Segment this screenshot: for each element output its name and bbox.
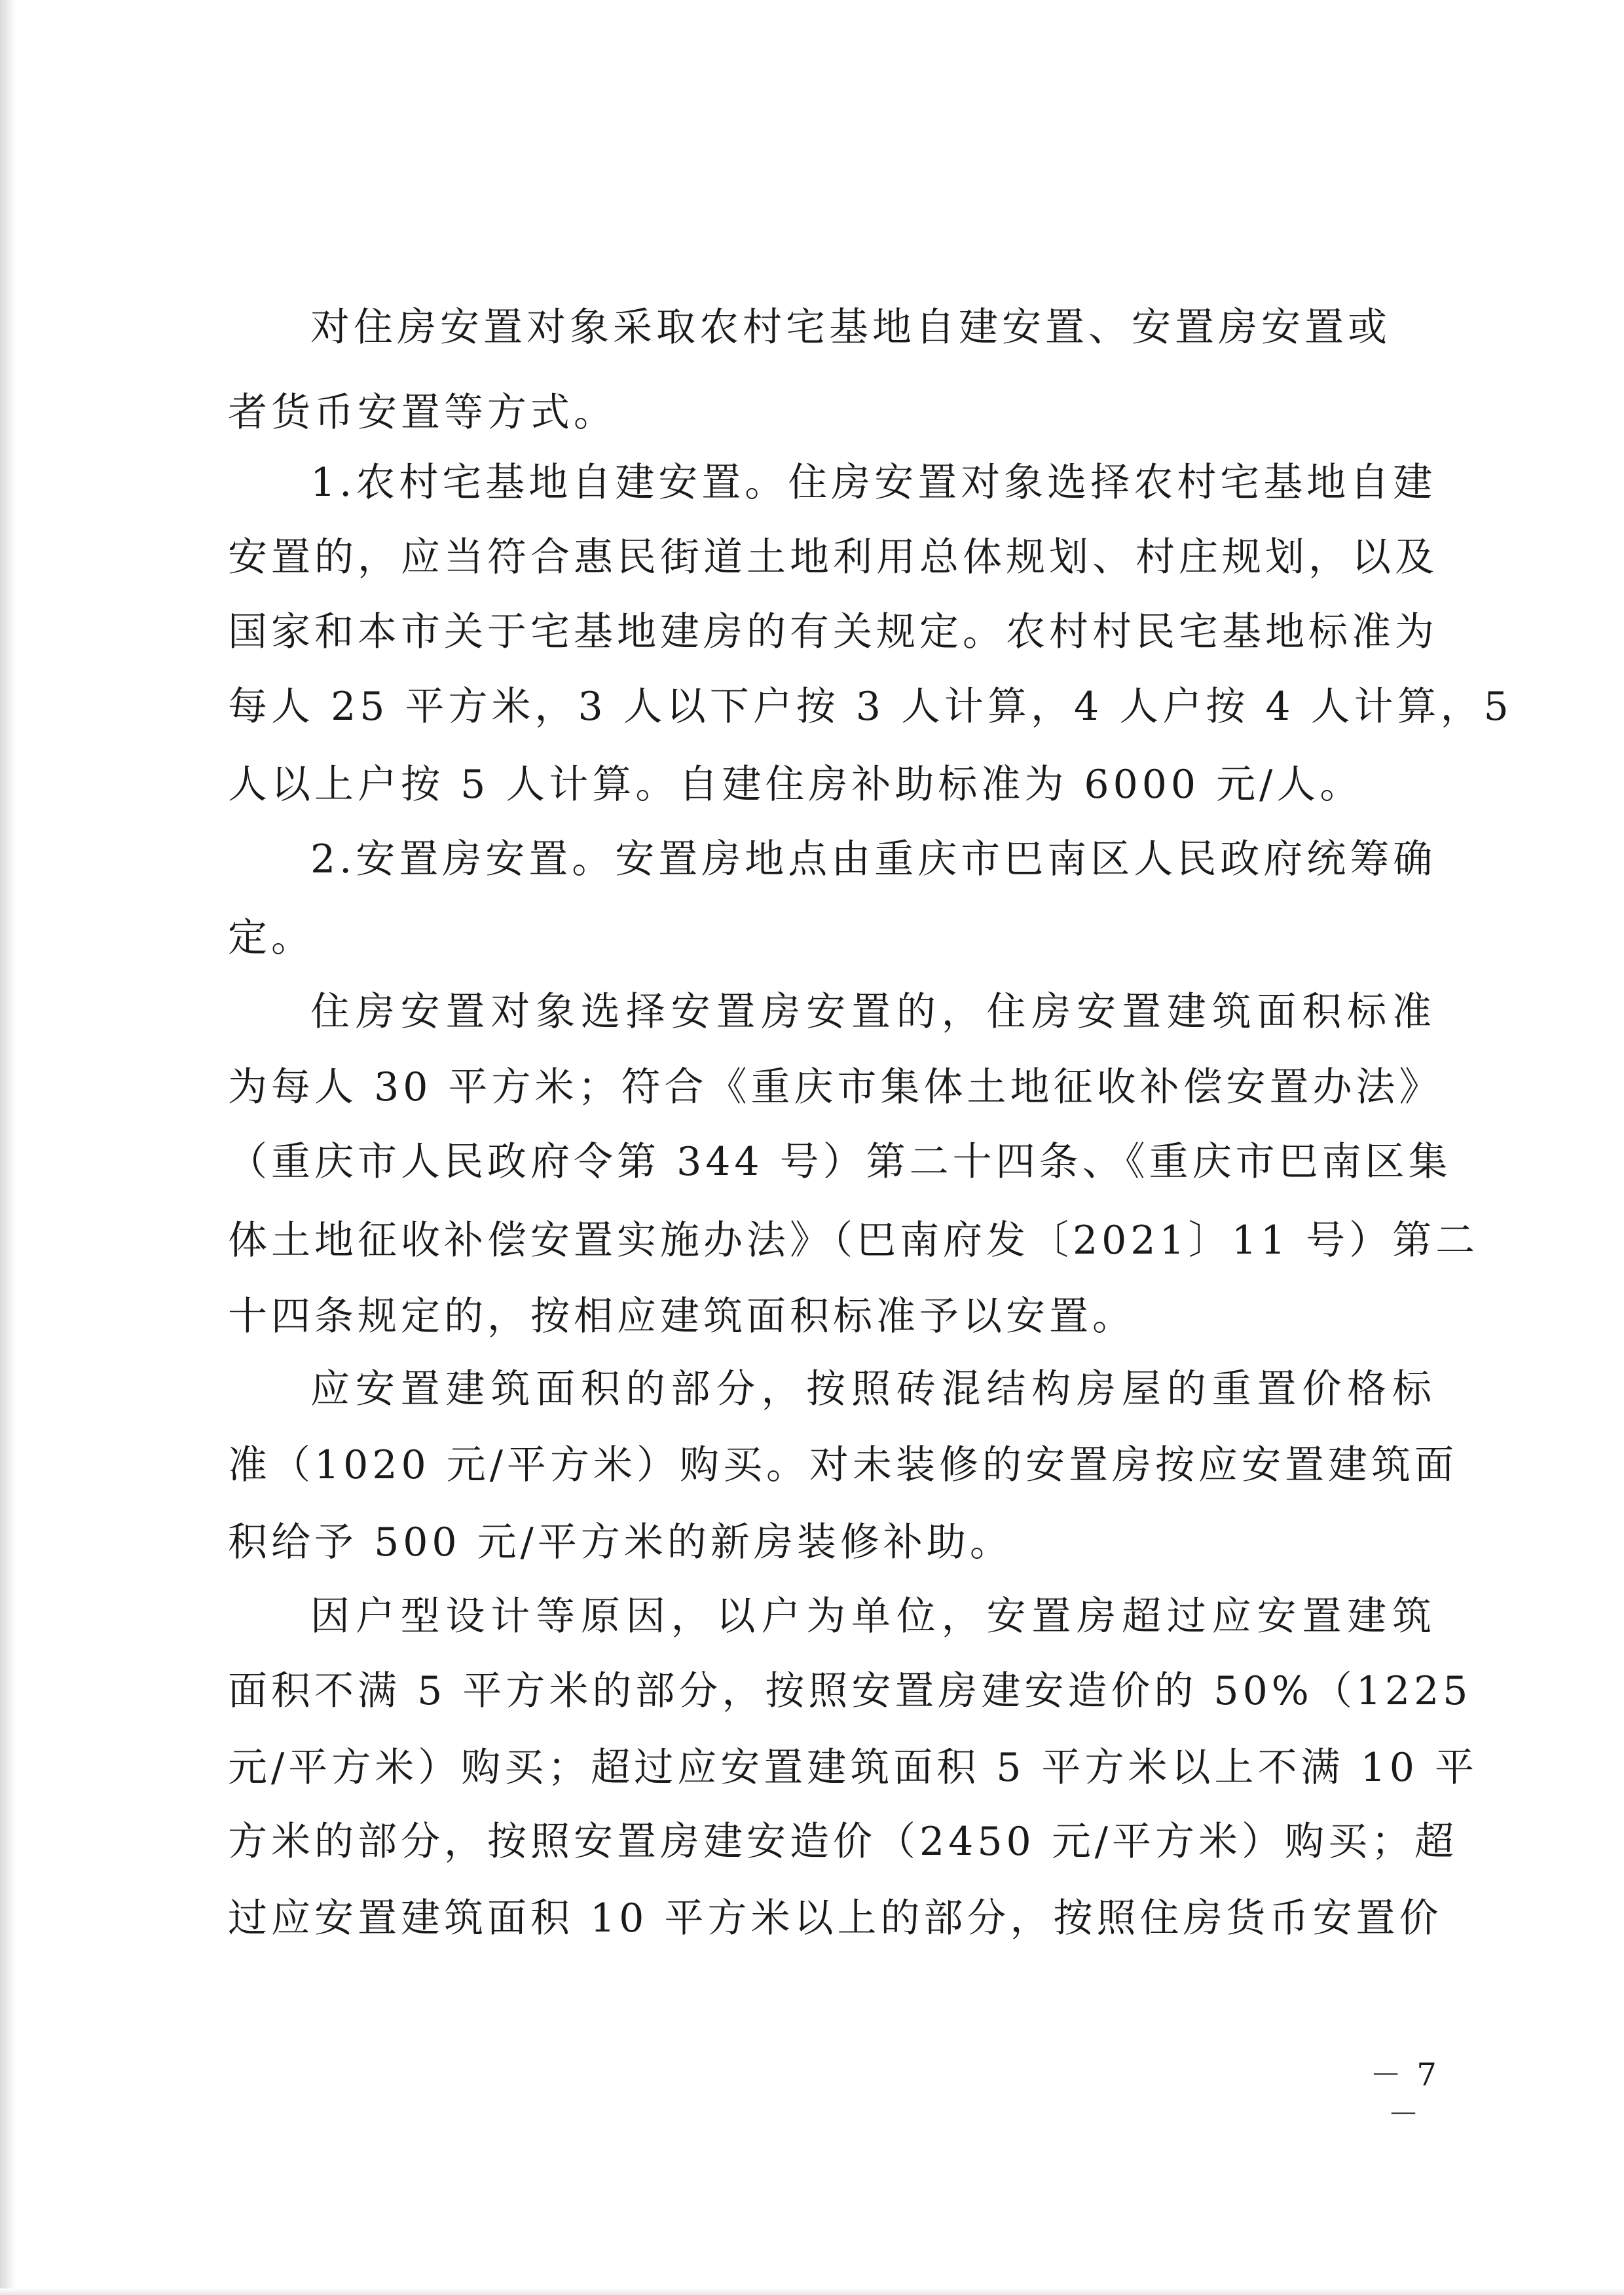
text-line: 安置的，应当符合惠民街道土地利用总体规划、村庄规划，以及 — [228, 534, 1438, 580]
text-line: 人以上户按 5 人计算。自建住房补助标准为 6000 元/人。 — [228, 762, 1363, 808]
text-line: 方米的部分，按照安置房建安造价（2450 元/平方米）购买；超 — [228, 1819, 1458, 1865]
text-line: 1.农村宅基地自建安置。住房安置对象选择农村宅基地自建 — [310, 460, 1437, 506]
text-line: 住房安置对象选择安置房安置的，住房安置建筑面积标准 — [310, 989, 1435, 1035]
scan-shadow-bottom — [0, 2288, 1624, 2295]
text-line: 为每人 30 平方米；符合《重庆市集体土地征收补偿安置办法》 — [228, 1064, 1443, 1110]
text-line: 元/平方米）购买；超过应安置建筑面积 5 平方米以上不满 10 平 — [228, 1745, 1479, 1791]
text-line: 应安置建筑面积的部分，按照砖混结构房屋的重置价格标 — [310, 1366, 1435, 1412]
text-line: 对住房安置对象采取农村宅基地自建安置、安置房安置或 — [310, 305, 1391, 350]
text-line: 者货币安置等方式。 — [228, 390, 617, 436]
text-line: 定。 — [228, 915, 314, 961]
text-line: 面积不满 5 平方米的部分，按照安置房建安造价的 50%（1225 — [228, 1668, 1472, 1714]
text-line: 因户型设计等原因，以户为单位，安置房超过应安置建筑 — [310, 1594, 1435, 1639]
text-line: 2.安置房安置。安置房地点由重庆市巴南区人民政府统筹确 — [310, 836, 1437, 882]
page-number: － 7 － — [1370, 2057, 1439, 2133]
text-line: 国家和本市关于宅基地建房的有关规定。农村村民宅基地标准为 — [228, 609, 1438, 655]
text-line: 积给予 500 元/平方米的新房装修补助。 — [228, 1520, 1013, 1565]
text-line: （重庆市人民政府令第 344 号）第二十四条、《重庆市巴南区集 — [228, 1139, 1452, 1185]
text-line: 体土地征收补偿安置实施办法》（巴南府发〔2021〕11 号）第二 — [228, 1218, 1479, 1263]
text-line: 准（1020 元/平方米）购买。对未装修的安置房按应安置建筑面 — [228, 1442, 1458, 1488]
text-line: 每人 25 平方米，3 人以下户按 3 人计算，4 人户按 4 人计算，5 — [228, 684, 1513, 730]
text-line: 十四条规定的，按相应建筑面积标准予以安置。 — [228, 1294, 1135, 1339]
text-line: 过应安置建筑面积 10 平方米以上的部分，按照住房货币安置价 — [228, 1895, 1443, 1941]
scan-shadow — [0, 0, 16, 2295]
